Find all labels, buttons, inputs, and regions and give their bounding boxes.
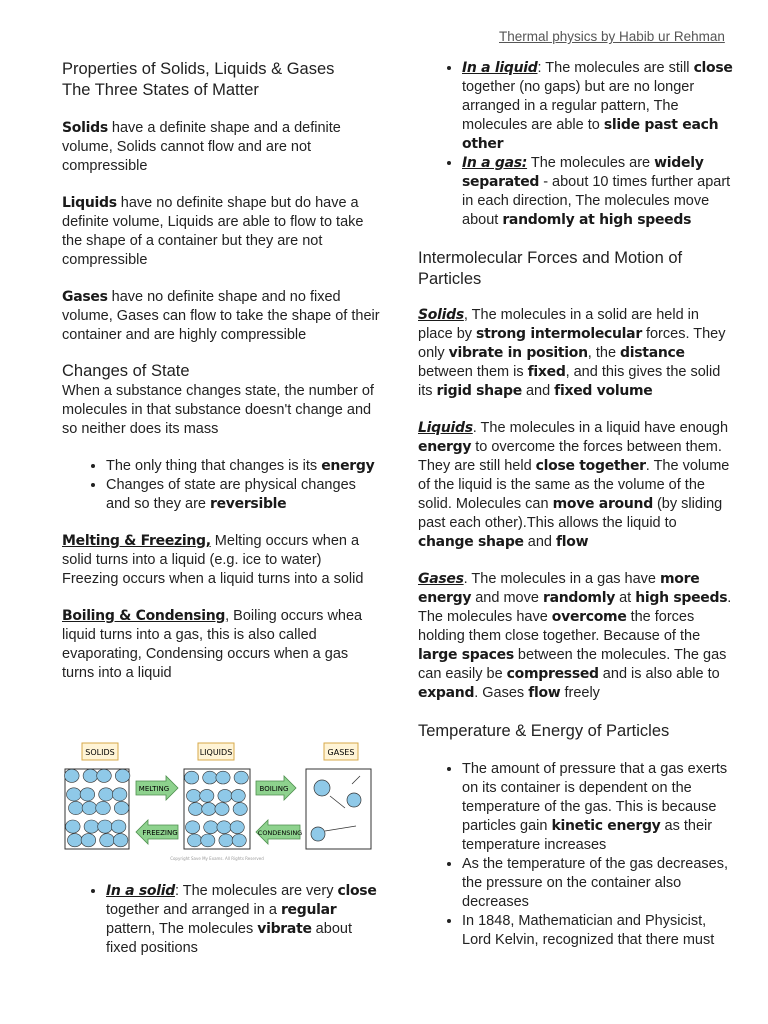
particle <box>99 788 114 801</box>
list-item: • As the temperature of the gas decreases, the pressure on the container also decreases <box>462 855 736 912</box>
particle <box>217 821 231 834</box>
particle <box>204 821 218 834</box>
particle <box>216 771 230 784</box>
particle <box>112 788 127 801</box>
particle <box>111 820 126 833</box>
states-of-matter-diagram <box>62 736 372 866</box>
particle <box>231 789 245 802</box>
right-column <box>418 59 736 950</box>
particle <box>100 834 115 847</box>
condensing-label: CONDENSING <box>257 829 303 837</box>
particle <box>84 820 99 833</box>
changes-bullet-list <box>62 457 380 514</box>
particle <box>230 821 244 834</box>
changes-of-state-paragraph: When a substance changes state, the number of molecules in that substance doesn't change and so neither does its mass <box>62 383 374 437</box>
freezing-label: FREEZING <box>142 829 178 837</box>
particle <box>69 801 84 814</box>
particle <box>189 803 203 816</box>
particle <box>115 769 130 782</box>
particle <box>67 788 82 801</box>
list-item: • In 1848, Mathematician and Physicist, Lord Kelvin, recognized that there must <box>462 912 736 950</box>
particle <box>98 820 113 833</box>
particle <box>68 834 83 847</box>
liquids-paragraph: Liquids have no definite shape but do have a definite volume, Liquids are able to flow to take the shape of a container but they are not compressible <box>62 195 364 268</box>
changes-of-state-heading: Changes of State <box>62 362 190 380</box>
list-item: • The only thing that changes is its energy <box>106 457 380 476</box>
gases-motion-paragraph: Gases. The molecules in a gas have more energy and move randomly at high speeds. The molecules have overcome the forces holding them close together. Because of the large spaces between the molecules. The gas can easily be compressed and is also able to expand. Gases flow freely <box>418 571 732 701</box>
temperature-heading: Temperature & Energy of Particles <box>418 722 670 740</box>
particle <box>81 834 96 847</box>
solids-term: Solids <box>62 120 108 136</box>
boiling-term: Boiling & Condensing <box>62 608 226 624</box>
intermolecular-heading: Intermolecular Forces and Motion of Particles <box>418 249 683 288</box>
page-subtitle: The Three States of Matter <box>62 81 259 99</box>
page-title: Properties of Solids, Liquids & Gases <box>62 60 335 78</box>
temperature-bullet-list <box>418 760 736 950</box>
list-item: • Changes of state are physical changes and so they are reversible <box>106 476 380 514</box>
state-bullet-list <box>418 59 736 230</box>
particle <box>188 834 202 847</box>
particle <box>202 803 216 816</box>
melting-label: MELTING <box>138 785 170 793</box>
particle <box>66 820 81 833</box>
particle <box>218 789 232 802</box>
particle <box>80 788 95 801</box>
particle <box>97 769 112 782</box>
particle <box>232 834 246 847</box>
solids-paragraph: Solids have a definite shape and a definite volume, Solids cannot flow and are not compressible <box>62 120 341 174</box>
document-header: Thermal physics by Habib ur Rehman <box>499 29 725 44</box>
particle <box>215 803 229 816</box>
particle <box>185 771 199 784</box>
boiling-label: BOILING <box>259 785 289 793</box>
particle <box>96 801 111 814</box>
solids-motion-paragraph: Solids, The molecules in a solid are held in place by strong intermolecular forces. They only vibrate in position, the distance between them is fixed, and this gives the solid its rigid shape and fixed volume <box>418 307 726 399</box>
particle <box>65 769 80 782</box>
gases-label: GASES <box>327 748 355 757</box>
gases-paragraph: Gases have no definite shape and no fixed volume, Gases can flow to take the shape of their container and are highly compressible <box>62 289 380 343</box>
solids-label: SOLIDS <box>85 748 115 757</box>
particle <box>200 789 214 802</box>
solid-bullet-block <box>62 882 380 958</box>
particle <box>82 801 97 814</box>
melting-term: Melting & Freezing, <box>62 533 211 549</box>
particle <box>219 834 233 847</box>
particle <box>234 771 248 784</box>
liquids-motion-paragraph: Liquids. The molecules in a liquid have enough energy to overcome the forces between them. They are still held close together. The volume of the liquid is the same as the volume of the solid. Molecules can move around (by sliding past each other).This allows the liquid to change shape and flow <box>418 420 730 550</box>
liquids-label: LIQUIDS <box>199 748 233 757</box>
list-item: • In a gas: The molecules are widely separated - about 10 times further apart in each direction, The molecules move about randomly at high speeds <box>462 154 736 230</box>
particle <box>113 834 128 847</box>
boiling-condensing-paragraph: Boiling & Condensing, Boiling occurs whea liquid turns into a gas, this is also called evaporating, Condensing occurs when a gas turns into a liquid <box>62 608 363 681</box>
particle <box>114 801 129 814</box>
gases-term: Gases <box>62 289 108 305</box>
left-column <box>62 59 380 701</box>
copyright-text: Copyright Save My Exams. All Rights Reserved <box>170 856 264 861</box>
particle <box>186 821 200 834</box>
list-item: • The amount of pressure that a gas exerts on its container is dependent on the temperature of the gas. This is because particles gain kinetic energy as their temperature increases <box>462 760 736 855</box>
list-item: • In a liquid: The molecules are still close together (no gaps) but are no longer arranged in a regular pattern, The molecules are able to slide past each other <box>462 59 736 154</box>
particle <box>233 803 247 816</box>
particle <box>203 771 217 784</box>
particle <box>187 789 201 802</box>
particle <box>83 769 98 782</box>
particle <box>201 834 215 847</box>
melting-freezing-paragraph: Melting & Freezing, Melting occurs when a solid turns into a liquid (e.g. ice to water) Freezing occurs when a liquid turns into a solid <box>62 533 364 587</box>
liquids-term: Liquids <box>62 195 117 211</box>
list-item: • In a solid: The molecules are very close together and arranged in a regular pattern, The molecules vibrate about fixed positions <box>106 882 380 958</box>
